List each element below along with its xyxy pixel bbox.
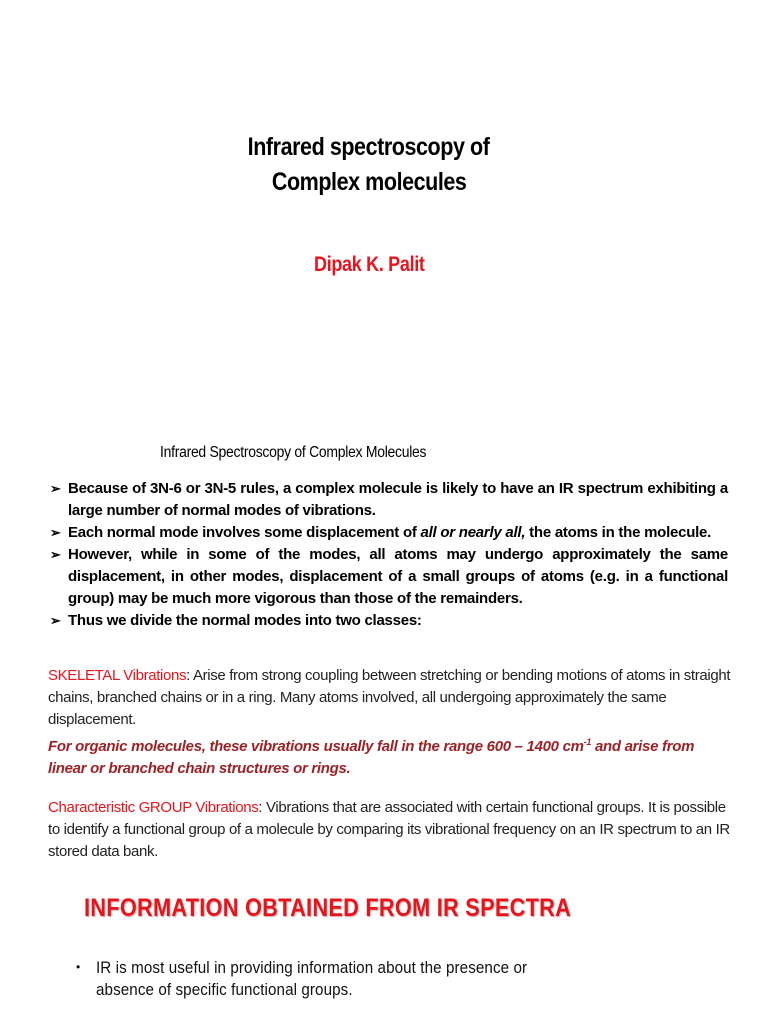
title-slide <box>0 0 768 400</box>
slide-title-line2: Complex molecules <box>271 168 467 196</box>
skeletal-label: SKELETAL Vibrations <box>48 667 187 684</box>
group-vibrations-paragraph: Characteristic GROUP Vibrations: Vibrations that are associated with certain functional groups. It is possible to identify a functional group of a molecule by comparing its vibrational frequency on an IR spectrum to an IR stored data bank. <box>48 799 730 860</box>
author-name: Dipak K. Palit <box>313 253 425 276</box>
slide-title-line1: Infrared spectroscopy of <box>248 133 490 161</box>
bullet-item: ➢ Each normal mode involves some displacement of all or nearly all, the atoms in the molecule. <box>50 522 728 544</box>
arrow-bullet-icon: ➢ <box>50 525 61 540</box>
italic-emphasis: all or nearly all, <box>420 524 526 541</box>
info-slide <box>0 880 768 1024</box>
section-heading: Infrared Spectroscopy of Complex Molecules <box>160 444 427 461</box>
info-heading: INFORMATION OBTAINED FROM IR SPECTRA <box>84 894 572 922</box>
skeletal-vibrations-paragraph: SKELETAL Vibrations: Arise from strong coupling between stretching or bending motions of atoms in straight chains, branched chains or in a ring. Many atoms involved, all undergoing approximately the same displacement. <box>48 667 731 728</box>
arrow-bullet-icon: ➢ <box>50 613 61 628</box>
bullet-item: ➢ However, while in some of the modes, all atoms may undergo approximately the same displacement, in other modes, displacement of a small groups of atoms (e.g. in a functional group) may be much more vigorous than those of the remainders. <box>50 546 728 607</box>
bullet-list <box>50 478 728 632</box>
organic-range-paragraph: For organic molecules, these vibrations usually fall in the range 600 – 1400 $cm^{-1}$ and arise from linear or branched chain structures or rings. <box>48 737 695 777</box>
arrow-bullet-icon: ➢ <box>50 547 61 562</box>
bullet-dot-icon: • <box>76 960 81 974</box>
info-bullet: • IR is most useful in providing information about the presence or absence of specific functional groups. <box>76 956 565 1001</box>
arrow-bullet-icon: ➢ <box>50 481 61 496</box>
bullet-item: ➢ Because of 3N-6 or 3N-5 rules, a complex molecule is likely to have an IR spectrum exhibiting a large number of normal modes of vibrations. <box>50 480 728 519</box>
bullet-item: ➢ Thus we divide the normal modes into two classes: <box>50 610 728 632</box>
group-label: Characteristic GROUP Vibrations <box>48 799 259 816</box>
